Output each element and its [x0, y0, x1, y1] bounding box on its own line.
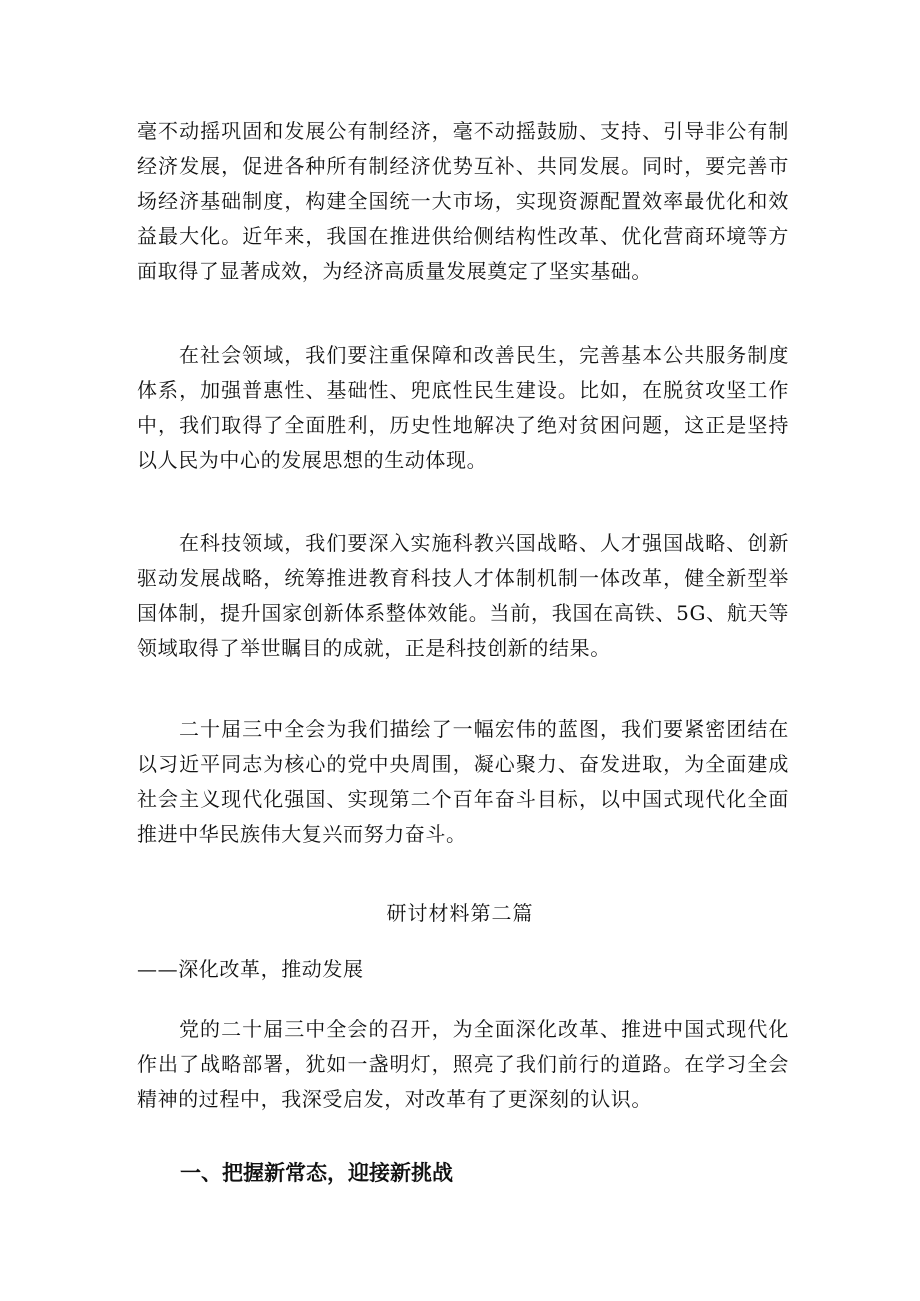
paragraph-conclusion: 二十届三中全会为我们描绘了一幅宏伟的蓝图，我们要紧密团结在以习近平同志为核心的党中央周围，凝心聚力、奋发进取，为全面建成社会主义现代化强国、实现第二个百年奋斗目标，以中国式现代化全面推进中华民族伟大复兴而努力奋斗。 — [137, 717, 789, 846]
section-title: 研讨材料第二篇 — [386, 901, 534, 925]
paragraph-economy: 毫不动摇巩固和发展公有制经济，毫不动摇鼓励、支持、引导非公有制经济发展，促进各种所有制经济优势互补、共同发展。同时，要完善市场经济基础制度，构建全国统一大市场，实现资源配置效率最优化和效益最大化。近年来，我国在推进供给侧结构性改革、优化营商环境等方面取得了显著成效，为经济高质量发展奠定了坚实基础。 — [137, 119, 789, 283]
paragraph-technology: 在科技领域，我们要深入实施科教兴国战略、人才强国战略、创新驱动发展战略，统筹推进教育科技人才体制机制一体改革，健全新型举国体制，提升国家创新体系整体效能。当前，我国在高铁、5G、航天等领域取得了举世瞩目的成就，正是科技创新的结果。 — [137, 531, 789, 660]
section-heading: 一、把握新常态，迎接新挑战 — [180, 1161, 453, 1185]
paragraph-intro: 党的二十届三中全会的召开，为全面深化改革、推进中国式现代化作出了战略部署，犹如一盏明灯，照亮了我们前行的道路。在学习全会精神的过程中，我深受启发，对改革有了更深刻的认识。 — [137, 1017, 789, 1111]
paragraph-society: 在社会领域，我们要注重保障和改善民生，完善基本公共服务制度体系，加强普惠性、基础性、兜底性民生建设。比如，在脱贫攻坚工作中，我们取得了全面胜利，历史性地解决了绝对贫困问题，这正是坚持以人民为中心的发展思想的生动体现。 — [137, 343, 789, 472]
section-subtitle: ——深化改革，推动发展 — [137, 957, 364, 981]
